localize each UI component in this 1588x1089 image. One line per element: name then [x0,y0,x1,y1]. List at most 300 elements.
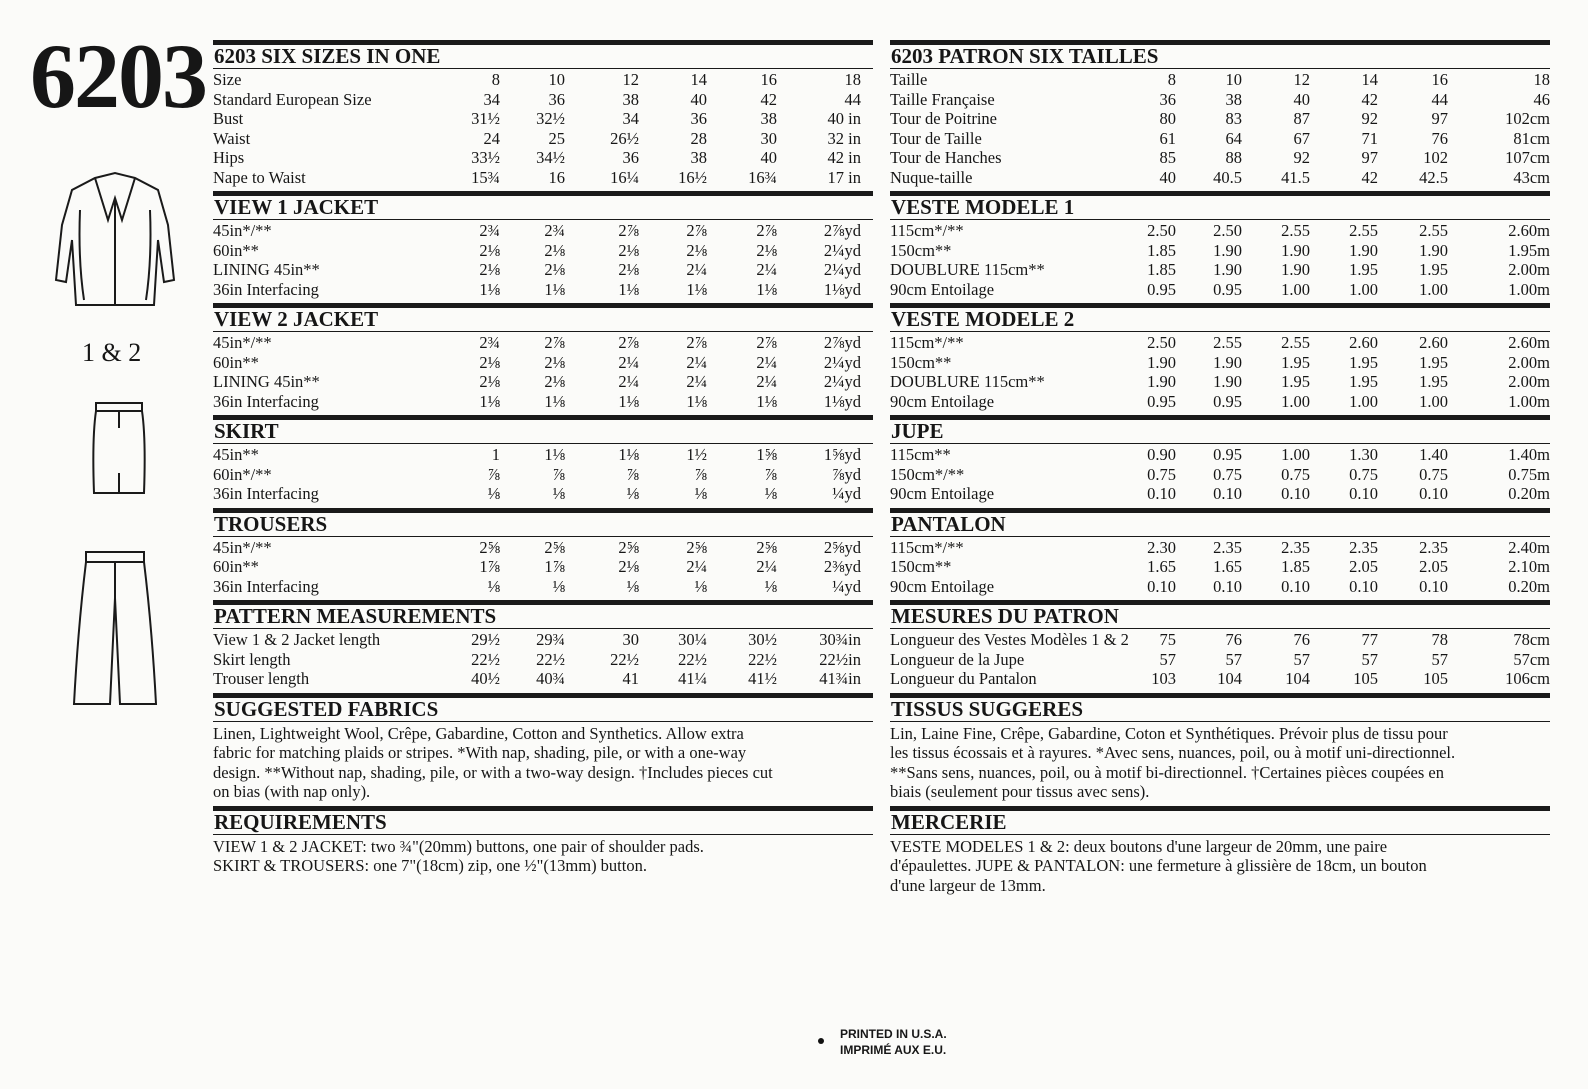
size-value-2: 2.55 [1213,333,1242,352]
size-value-4: 77 [1361,630,1378,649]
size-value-3: 1.90 [1281,260,1310,279]
size-value-5: 40 [760,148,777,167]
size-value-6: 102cm [1505,109,1550,128]
table-row [890,353,1550,373]
size-value-5: 2.05 [1419,557,1448,576]
section-body [890,537,1550,597]
size-value-1: 8 [491,70,500,89]
size-value-3: 0.10 [1281,576,1310,596]
row-label: 36in Interfacing [213,484,319,503]
table-row [213,70,873,90]
size-value-3: 2.55 [1281,333,1310,352]
table-row [890,650,1550,670]
size-value-4: 41¼ [678,669,707,688]
size-value-5: ⅞ [764,464,777,484]
size-value-4: ⅛ [694,576,707,596]
size-value-2: 38 [1225,89,1242,109]
row-label: 90cm Entoilage [890,576,995,596]
paragraph-line: design. **Without nap, shading, pile, or with a two-way design. †Includes pieces cut [213,762,773,782]
size-value-3: 0.75 [1281,464,1310,484]
section-body [890,444,1550,504]
size-value-3: 34 [622,109,639,128]
size-value-5: 0.10 [1419,576,1448,596]
table-row [213,630,873,650]
table-row [890,280,1550,300]
size-value-6: 1⅛yd [823,279,861,299]
table-row [213,372,873,392]
size-value-1: 85 [1159,148,1176,167]
section-pantalon [890,508,1550,597]
size-value-4: 105 [1353,669,1378,688]
row-label: 45in*/** [213,537,272,557]
table-row [213,353,873,373]
size-value-4: 1.95 [1349,352,1378,372]
size-value-5: 2.55 [1419,221,1448,240]
size-value-5: 1⅝ [756,445,777,464]
size-value-3: 2.55 [1281,221,1310,240]
size-value-5: 30 [760,128,777,148]
size-value-6: 41¾in [819,669,861,688]
size-value-5: 1.95 [1419,260,1448,279]
size-value-2: 2⅝ [544,537,565,557]
size-value-6: 78cm [1513,630,1550,649]
row-label: DOUBLURE 115cm** [890,260,1045,279]
row-label: 115cm*/** [890,333,964,352]
row-label: 36in Interfacing [213,391,319,411]
size-value-6: 81cm [1513,128,1550,148]
size-value-3: 1⅛ [618,391,639,411]
table-row [890,372,1550,392]
size-value-1: 2.50 [1147,333,1176,352]
size-value-5: 76 [1431,128,1448,148]
size-value-2: 10 [1225,70,1242,89]
row-label: 45in** [213,445,259,464]
size-value-4: 57 [1361,649,1378,669]
size-value-5: 16 [1431,70,1448,89]
row-label: 150cm** [890,352,952,372]
size-value-4: 97 [1361,148,1378,167]
section-view-1-jacket [213,191,873,299]
size-value-4: 2¼ [686,372,707,391]
size-value-4: 1⅛ [686,279,707,299]
size-value-3: 2⅞ [618,221,639,240]
size-value-5: 1.40 [1419,445,1448,464]
row-label: 60in*/** [213,464,272,484]
size-value-3: 2⅝ [618,537,639,557]
size-value-3: 2.35 [1281,537,1310,557]
size-value-6: 2.10m [1508,557,1550,576]
size-value-1: 1 [491,445,500,464]
size-value-1: 57 [1159,649,1176,669]
size-value-3: 1.95 [1281,352,1310,372]
row-label: 115cm*/** [890,537,964,557]
size-value-5: 44 [1431,89,1448,109]
table-row [213,577,873,597]
size-value-1: 2⅛ [479,240,500,260]
size-value-1: 2¾ [479,333,500,352]
section-body [213,537,873,597]
size-value-2: 2⅞ [544,333,565,352]
size-value-6: 2.60m [1508,333,1550,352]
size-value-6: 40 in [827,109,861,128]
size-value-2: 1.90 [1213,352,1242,372]
row-label: 150cm*/** [890,464,965,484]
size-value-4: 1.90 [1349,240,1378,260]
size-value-4: 1½ [686,445,707,464]
table-row [213,148,873,168]
size-value-5: ⅛ [764,484,777,503]
size-value-1: 1.85 [1147,240,1176,260]
size-value-2: 0.10 [1213,576,1242,596]
size-value-1: 22½ [471,649,500,669]
row-label: Longueur de la Jupe [890,649,1025,669]
size-value-5: 2⅞ [756,221,777,240]
size-value-4: ⅞ [694,464,707,484]
size-value-6: 107cm [1505,148,1550,167]
size-value-3: ⅛ [626,484,639,503]
paragraph-line: les tissus écossais et à rayures. *Avec sens, nuances, poil, ou à motif uni-directionnel. [890,743,1456,762]
row-label: 115cm*/** [890,221,964,240]
size-value-6: ¼yd [832,576,861,596]
size-value-6: 43cm [1513,167,1550,187]
table-row [213,168,873,188]
section-6203-patron-six-tailles [890,40,1550,187]
table-row [890,577,1550,597]
size-value-5: 16¾ [748,167,777,187]
table-row [213,260,873,280]
table-row [890,90,1550,110]
size-value-3: 2¼ [618,352,639,372]
row-label: Standard European Size [213,89,372,109]
size-value-6: 2⅜yd [823,557,861,576]
section-title: TISSUS SUGGERES [890,698,1550,722]
size-value-5: 102 [1423,148,1448,167]
size-value-1: 61 [1159,128,1176,148]
section-title: VIEW 2 JACKET [213,308,873,332]
section-body [213,722,873,802]
size-value-2: 0.95 [1213,279,1242,299]
size-value-1: 34 [483,89,500,109]
section-paragraph [890,836,1550,896]
section-body [890,629,1550,689]
size-value-1: 2.50 [1147,221,1176,240]
row-label: Nape to Waist [213,167,306,187]
size-value-4: 1.95 [1349,260,1378,279]
row-label: 90cm Entoilage [890,391,995,411]
section-title: JUPE [890,420,1550,444]
row-label: 45in*/** [213,221,272,240]
size-value-5: 42.5 [1419,167,1448,187]
size-value-2: 1⅛ [544,279,565,299]
size-value-4: 2⅞ [686,221,707,240]
section-body [890,722,1550,802]
size-value-5: 1⅛ [756,391,777,411]
section-veste-modele-1 [890,191,1550,299]
table-row [890,168,1550,188]
size-value-3: 0.10 [1281,484,1310,503]
table-row [890,538,1550,558]
size-value-4: 2¼ [686,557,707,576]
size-value-2: 76 [1225,630,1242,649]
size-value-4: 2⅛ [686,240,707,260]
size-value-4: 30¼ [678,630,707,649]
size-value-1: 103 [1151,669,1176,688]
size-value-6: 30¾in [819,630,861,649]
jacket-drawing [50,170,180,315]
size-value-1: 29½ [471,630,500,649]
section-trousers [213,508,873,597]
size-value-5: 0.75 [1419,464,1448,484]
size-value-1: 2¾ [479,221,500,240]
paragraph-line: fabric for matching plaids or stripes. *With nap, shading, pile, or with a one-way [213,743,747,762]
size-value-4: 1.00 [1349,279,1378,299]
size-value-2: 104 [1217,669,1242,688]
size-value-4: 0.10 [1349,484,1378,503]
footer-bullet [818,1038,824,1044]
row-label: 36in Interfacing [213,576,319,596]
trousers-drawing [70,548,160,708]
size-value-6: ¼yd [832,484,861,503]
table-row [213,129,873,149]
size-value-2: ⅛ [552,484,565,503]
section-paragraph [890,723,1550,802]
section-body [213,629,873,689]
size-value-1: 2⅛ [479,372,500,391]
size-value-5: ⅛ [764,576,777,596]
size-value-3: 41 [622,669,639,688]
size-value-3: 12 [1293,70,1310,89]
size-value-4: 28 [690,128,707,148]
section-title: PATTERN MEASUREMENTS [213,605,873,629]
size-value-5: 2¼ [756,372,777,391]
size-value-5: 16 [760,70,777,89]
section-body [213,444,873,504]
skirt-drawing [88,398,150,498]
size-value-4: 2.35 [1349,537,1378,557]
size-value-5: 38 [760,109,777,128]
size-value-1: ⅛ [487,576,500,596]
row-label: View 1 & 2 Jacket length [213,630,381,649]
size-value-5: 1.90 [1419,240,1448,260]
size-value-3: 1.95 [1281,372,1310,391]
row-label: LINING 45in** [213,372,320,391]
size-value-5: 30½ [748,630,777,649]
size-value-2: 10 [548,70,565,89]
size-value-3: 1.00 [1281,445,1310,464]
size-value-6: 2¼yd [823,240,861,260]
table-row [890,669,1550,689]
size-value-1: 1⅛ [479,279,500,299]
size-value-2: 0.10 [1213,484,1242,503]
row-label: Hips [213,148,245,167]
size-value-6: 1⅛yd [823,391,861,411]
size-value-2: 57 [1225,649,1242,669]
size-value-3: 2⅞ [618,333,639,352]
size-value-1: 24 [483,128,500,148]
size-value-3: 1⅛ [618,445,639,464]
size-value-5: 22½ [748,649,777,669]
table-row [213,221,873,241]
size-value-3: 40 [1293,89,1310,109]
size-value-1: 33½ [471,148,500,167]
french-column [890,40,1550,895]
paragraph-line: Lin, Laine Fine, Crêpe, Gabardine, Coton et Synthétiques. Prévoir plus de tissu pour [890,723,1448,743]
size-value-5: 97 [1431,109,1448,128]
paragraph-line: d'épaulettes. JUPE & PANTALON: une fermeture à glissière de 18cm, un bouton [890,856,1427,875]
size-value-5: 57 [1431,649,1448,669]
row-label: Size [213,70,242,89]
size-value-3: 12 [622,70,639,89]
size-value-2: 1.90 [1213,240,1242,260]
size-value-2: 0.75 [1213,464,1242,484]
section-veste-modele-2 [890,303,1550,411]
size-value-1: 36 [1159,89,1176,109]
size-value-5: 0.10 [1419,484,1448,503]
size-value-6: 22½in [819,649,861,669]
size-value-6: 18 [844,70,861,89]
size-value-6: 32 in [827,128,861,148]
table-row [213,445,873,465]
size-value-2: ⅞ [552,464,565,484]
size-value-1: 2⅝ [479,537,500,557]
size-value-1: 15¾ [471,167,500,187]
size-value-1: 8 [1167,70,1176,89]
size-value-1: 1.90 [1147,352,1176,372]
table-row [890,484,1550,504]
section-title: TROUSERS [213,513,873,537]
row-label: 90cm Entoilage [890,279,995,299]
row-label: 115cm** [890,445,951,464]
table-row [213,392,873,412]
size-value-3: 92 [1293,148,1310,167]
size-value-4: 2¼ [686,352,707,372]
size-value-1: 31½ [471,109,500,128]
size-value-3: 2⅛ [618,557,639,576]
size-value-4: 14 [1361,70,1378,89]
size-value-4: 1.00 [1349,391,1378,411]
row-label: Tour de Taille [890,128,982,148]
size-value-1: 40 [1159,167,1176,187]
size-value-1: 40½ [471,669,500,688]
table-row [213,650,873,670]
size-value-4: 0.10 [1349,576,1378,596]
paragraph-line: d'une largeur de 13mm. [890,875,1046,895]
size-value-3: 67 [1293,128,1310,148]
size-value-2: 0.95 [1213,445,1242,464]
size-value-5: 2⅞ [756,333,777,352]
size-value-1: 2⅛ [479,352,500,372]
size-value-5: 1.00 [1419,391,1448,411]
paragraph-line: on bias (with nap only). [213,782,371,801]
table-row [890,465,1550,485]
size-value-5: 105 [1423,669,1448,688]
size-value-3: 16¼ [610,167,639,187]
size-value-3: 87 [1293,109,1310,128]
table-row [890,333,1550,353]
size-value-1: 1.85 [1147,260,1176,279]
table-row [890,109,1550,129]
section-title: SKIRT [213,420,873,444]
size-value-2: 40.5 [1213,167,1242,187]
size-value-4: 42 [1361,167,1378,187]
size-value-4: 2.55 [1349,221,1378,240]
size-value-6: 0.75m [1508,464,1550,484]
footer-line-1: PRINTED IN U.S.A. [840,1027,947,1041]
size-value-3: 57 [1293,649,1310,669]
row-label: 60in** [213,557,259,576]
section-suggested-fabrics [213,693,873,802]
size-value-3: 1.00 [1281,391,1310,411]
size-value-2: 22½ [536,649,565,669]
footer-line-2: IMPRIMÉ AUX E.U. [840,1043,947,1057]
size-value-6: 42 in [827,148,861,167]
paragraph-line: biais (seulement pour tissus avec sens). [890,782,1150,801]
size-value-4: 38 [690,148,707,167]
size-value-6: 2⅞yd [823,333,861,352]
table-row [890,148,1550,168]
size-value-1: 0.10 [1147,576,1176,596]
size-value-5: 2¼ [756,557,777,576]
size-value-4: 71 [1361,128,1378,148]
size-value-6: 2.00m [1508,372,1550,391]
size-value-2: 25 [548,128,565,148]
table-row [890,260,1550,280]
size-value-5: 42 [760,89,777,109]
table-row [213,90,873,110]
size-value-6: 2¼yd [823,260,861,279]
size-value-5: 2¼ [756,352,777,372]
size-value-4: 1⅛ [686,391,707,411]
size-value-6: ⅞yd [832,464,861,484]
row-label: DOUBLURE 115cm** [890,372,1045,391]
size-value-2: 2⅛ [544,372,565,391]
section-tissus-suggeres [890,693,1550,802]
table-row [213,465,873,485]
size-value-6: 17 in [827,167,861,187]
size-value-2: 0.95 [1213,391,1242,411]
size-value-4: 22½ [678,649,707,669]
size-value-3: 76 [1293,630,1310,649]
size-value-1: 0.10 [1147,484,1176,503]
size-value-2: 36 [548,89,565,109]
table-row [213,241,873,261]
size-value-3: 104 [1285,669,1310,688]
size-value-2: 1⅛ [544,445,565,464]
size-value-1: 2⅛ [479,260,500,279]
row-label: 60in** [213,240,259,260]
views-label: 1 & 2 [82,338,142,367]
size-value-4: 1.30 [1349,445,1378,464]
size-value-2: 1⅛ [544,391,565,411]
row-label: Taille Française [890,89,995,109]
section-title: SUGGESTED FABRICS [213,698,873,722]
table-row [213,109,873,129]
paragraph-line: VIEW 1 & 2 JACKET: two ¾"(20mm) buttons, one pair of shoulder pads. [213,836,704,856]
row-label: Longueur des Vestes Modèles 1 & 2 [890,630,1129,649]
size-value-2: 1.90 [1213,372,1242,391]
size-value-4: 36 [690,109,707,128]
section-jupe [890,415,1550,504]
size-value-3: 41.5 [1281,167,1310,187]
row-label: Trouser length [213,669,310,688]
size-value-1: 1⅛ [479,391,500,411]
table-row [890,630,1550,650]
size-value-2: 2¾ [544,221,565,240]
row-label: 36in Interfacing [213,279,319,299]
row-label: 150cm** [890,557,952,576]
row-label: Skirt length [213,649,291,669]
table-row [890,392,1550,412]
